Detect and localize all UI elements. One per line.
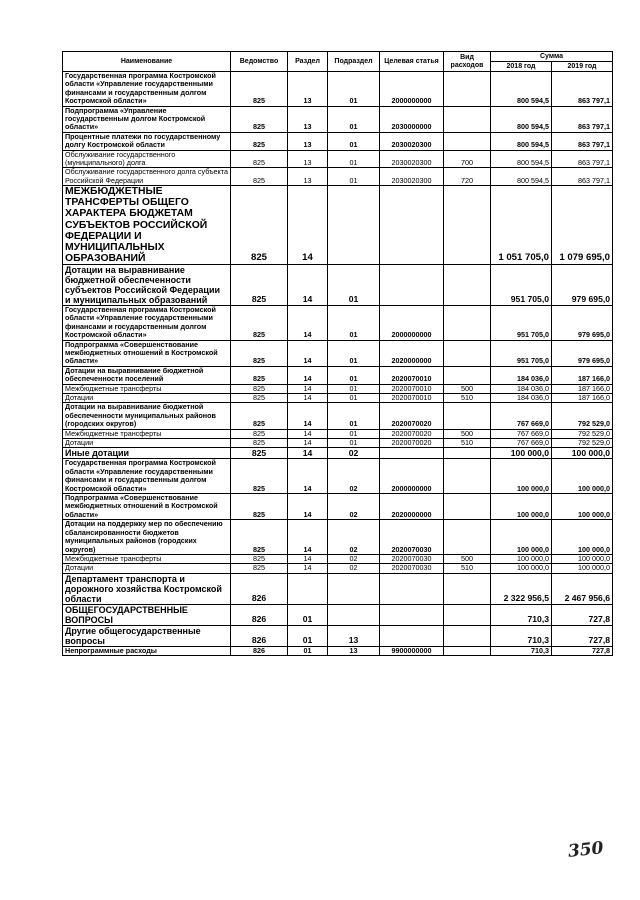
cell-target-item: 2020070020	[380, 429, 444, 438]
cell-name: Дотации	[63, 564, 231, 573]
cell-exp-type	[444, 264, 491, 305]
cell-sum-2019: 792 529,0	[552, 403, 613, 429]
cell-sum-2018: 710,3	[491, 646, 552, 655]
header-exp-type: Вид расходов	[444, 52, 491, 72]
cell-section: 14	[288, 554, 328, 563]
cell-dept: 825	[231, 439, 288, 448]
cell-target-item	[380, 448, 444, 459]
cell-target-item	[380, 264, 444, 305]
cell-section: 14	[288, 264, 328, 305]
cell-exp-type	[444, 573, 491, 604]
cell-exp-type	[444, 403, 491, 429]
cell-subsection: 02	[328, 459, 380, 494]
cell-sum-2019: 187 166,0	[552, 384, 613, 393]
cell-dept: 825	[231, 106, 288, 132]
cell-target-item	[380, 186, 444, 265]
cell-sum-2018: 710,3	[491, 625, 552, 646]
cell-name: Подпрограмма «Совершенствование межбюджетных отношений в Костромской области»	[63, 340, 231, 366]
cell-dept: 825	[231, 494, 288, 520]
cell-exp-type: 510	[444, 439, 491, 448]
cell-section: 14	[288, 494, 328, 520]
cell-target-item	[380, 625, 444, 646]
cell-dept: 825	[231, 132, 288, 150]
cell-sum-2019: 863 797,1	[552, 168, 613, 186]
table-row	[63, 439, 613, 448]
cell-target-item	[380, 604, 444, 625]
cell-section: 14	[288, 340, 328, 366]
cell-subsection: 01	[328, 168, 380, 186]
cell-target-item: 9900000000	[380, 646, 444, 655]
cell-sum-2018: 800 594,5	[491, 72, 552, 107]
page-number: 350	[567, 838, 605, 862]
cell-section: 14	[288, 520, 328, 555]
cell-subsection: 01	[328, 305, 380, 340]
cell-dept: 826	[231, 625, 288, 646]
cell-target-item	[380, 573, 444, 604]
cell-subsection: 01	[328, 439, 380, 448]
cell-dept: 825	[231, 403, 288, 429]
cell-exp-type: 700	[444, 150, 491, 168]
cell-sum-2019: 792 529,0	[552, 429, 613, 438]
cell-sum-2018: 1 051 705,0	[491, 186, 552, 265]
header-name: Наименование	[63, 52, 231, 72]
cell-subsection: 01	[328, 150, 380, 168]
cell-section: 14	[288, 429, 328, 438]
cell-exp-type: 720	[444, 168, 491, 186]
cell-sum-2018: 100 000,0	[491, 494, 552, 520]
cell-exp-type	[444, 132, 491, 150]
cell-exp-type	[444, 72, 491, 107]
cell-dept: 825	[231, 384, 288, 393]
cell-subsection: 02	[328, 448, 380, 459]
cell-sum-2019: 727,8	[552, 604, 613, 625]
cell-section: 13	[288, 132, 328, 150]
cell-sum-2019: 100 000,0	[552, 494, 613, 520]
cell-name: Государственная программа Костромской области «Управление государственными финансами и государственным долгом Костромской области»	[63, 72, 231, 107]
cell-subsection: 13	[328, 625, 380, 646]
cell-sum-2019: 187 166,0	[552, 394, 613, 403]
cell-name: Дотации на поддержку мер по обеспечению сбалансированности бюджетов муниципальных районов (городских округов)	[63, 520, 231, 555]
cell-subsection: 01	[328, 264, 380, 305]
cell-section: 01	[288, 625, 328, 646]
cell-subsection: 02	[328, 494, 380, 520]
table-row	[63, 366, 613, 384]
table-row	[63, 459, 613, 494]
header-year-2018: 2018 год	[491, 62, 552, 72]
cell-name: Государственная программа Костромской области «Управление государственными финансами и государственным долгом Костромской области»	[63, 305, 231, 340]
cell-sum-2019: 1 079 695,0	[552, 186, 613, 265]
cell-target-item: 2030020300	[380, 168, 444, 186]
cell-subsection	[328, 186, 380, 265]
table-body	[63, 72, 613, 656]
cell-section: 14	[288, 448, 328, 459]
cell-subsection	[328, 573, 380, 604]
cell-section: 14	[288, 564, 328, 573]
cell-section: 13	[288, 150, 328, 168]
cell-dept: 825	[231, 459, 288, 494]
cell-exp-type	[444, 494, 491, 520]
header-sum: Сумма	[491, 52, 613, 62]
cell-dept: 825	[231, 394, 288, 403]
table-row	[63, 403, 613, 429]
cell-name: Подпрограмма «Совершенствование межбюджетных отношений в Костромской области»	[63, 494, 231, 520]
cell-exp-type	[444, 604, 491, 625]
cell-name: Межбюджетные трансферты	[63, 429, 231, 438]
cell-sum-2019: 100 000,0	[552, 520, 613, 555]
cell-dept: 825	[231, 305, 288, 340]
cell-subsection: 01	[328, 366, 380, 384]
table-row	[63, 168, 613, 186]
cell-target-item: 2020000000	[380, 340, 444, 366]
cell-target-item: 2000000000	[380, 459, 444, 494]
cell-exp-type	[444, 448, 491, 459]
cell-exp-type: 500	[444, 554, 491, 563]
cell-sum-2018: 100 000,0	[491, 448, 552, 459]
table-row	[63, 150, 613, 168]
table-row	[63, 186, 613, 265]
cell-exp-type: 510	[444, 564, 491, 573]
cell-name: Процентные платежи по государственному долгу Костромской области	[63, 132, 231, 150]
cell-sum-2018: 710,3	[491, 604, 552, 625]
cell-subsection: 02	[328, 564, 380, 573]
cell-sum-2018: 767 669,0	[491, 403, 552, 429]
cell-name: Дотации на выравнивание бюджетной обеспеченности субъектов Российской Федерации и муниципальных образований	[63, 264, 231, 305]
cell-section: 14	[288, 394, 328, 403]
cell-target-item: 2000000000	[380, 305, 444, 340]
header-section: Раздел	[288, 52, 328, 72]
cell-subsection: 01	[328, 384, 380, 393]
table-row	[63, 72, 613, 107]
cell-sum-2019: 979 695,0	[552, 340, 613, 366]
cell-name: ОБЩЕГОСУДАРСТВЕННЫЕ ВОПРОСЫ	[63, 604, 231, 625]
cell-exp-type: 510	[444, 394, 491, 403]
table-row	[63, 564, 613, 573]
cell-sum-2019: 100 000,0	[552, 459, 613, 494]
cell-section: 01	[288, 646, 328, 655]
cell-exp-type	[444, 625, 491, 646]
table-row	[63, 340, 613, 366]
table-row	[63, 264, 613, 305]
cell-section: 14	[288, 305, 328, 340]
cell-subsection: 01	[328, 429, 380, 438]
cell-dept: 826	[231, 646, 288, 655]
cell-dept: 825	[231, 429, 288, 438]
header-target-item: Целевая статья	[380, 52, 444, 72]
cell-target-item: 2020070020	[380, 403, 444, 429]
cell-section: 14	[288, 403, 328, 429]
cell-section: 14	[288, 186, 328, 265]
cell-subsection: 01	[328, 394, 380, 403]
cell-name: Департамент транспорта и дорожного хозяйства Костромской области	[63, 573, 231, 604]
cell-section	[288, 573, 328, 604]
cell-exp-type	[444, 366, 491, 384]
cell-name: Межбюджетные трансферты	[63, 554, 231, 563]
header-dept: Ведомство	[231, 52, 288, 72]
cell-dept: 826	[231, 604, 288, 625]
cell-sum-2018: 800 594,5	[491, 150, 552, 168]
cell-subsection: 01	[328, 132, 380, 150]
cell-sum-2019: 792 529,0	[552, 439, 613, 448]
cell-dept: 825	[231, 150, 288, 168]
cell-target-item: 2030000000	[380, 106, 444, 132]
cell-sum-2018: 2 322 956,5	[491, 573, 552, 604]
cell-sum-2019: 863 797,1	[552, 72, 613, 107]
table-row	[63, 494, 613, 520]
cell-exp-type: 500	[444, 429, 491, 438]
cell-name: Обслуживание государственного долга субъекта Российской Федерации	[63, 168, 231, 186]
cell-target-item: 2030020300	[380, 132, 444, 150]
cell-subsection: 01	[328, 403, 380, 429]
cell-target-item: 2030020300	[380, 150, 444, 168]
table-row	[63, 573, 613, 604]
cell-sum-2019: 979 695,0	[552, 264, 613, 305]
cell-sum-2018: 951 705,0	[491, 264, 552, 305]
cell-subsection: 13	[328, 646, 380, 655]
table-row	[63, 520, 613, 555]
cell-exp-type	[444, 520, 491, 555]
cell-name: Дотации	[63, 394, 231, 403]
table-row	[63, 625, 613, 646]
cell-section: 14	[288, 366, 328, 384]
cell-target-item: 2000000000	[380, 72, 444, 107]
table-row	[63, 448, 613, 459]
cell-name: Государственная программа Костромской области «Управление государственными финансами и государственным долгом Костромской области»	[63, 459, 231, 494]
cell-sum-2019: 979 695,0	[552, 305, 613, 340]
cell-sum-2018: 767 669,0	[491, 429, 552, 438]
cell-target-item: 2020070030	[380, 564, 444, 573]
cell-sum-2018: 184 036,0	[491, 366, 552, 384]
cell-sum-2018: 100 000,0	[491, 554, 552, 563]
cell-section: 01	[288, 604, 328, 625]
cell-subsection	[328, 604, 380, 625]
cell-exp-type	[444, 106, 491, 132]
cell-sum-2018: 951 705,0	[491, 340, 552, 366]
cell-dept: 826	[231, 573, 288, 604]
cell-sum-2018: 800 594,5	[491, 168, 552, 186]
cell-target-item: 2020000000	[380, 494, 444, 520]
cell-name: Дотации на выравнивание бюджетной обеспеченности муниципальных районов (городских округов)	[63, 403, 231, 429]
cell-dept: 825	[231, 520, 288, 555]
cell-name: Дотации на выравнивание бюджетной обеспеченности поселений	[63, 366, 231, 384]
cell-sum-2019: 100 000,0	[552, 564, 613, 573]
cell-section: 14	[288, 384, 328, 393]
cell-sum-2019: 727,8	[552, 625, 613, 646]
cell-dept: 825	[231, 186, 288, 265]
cell-dept: 825	[231, 264, 288, 305]
cell-sum-2018: 767 669,0	[491, 439, 552, 448]
cell-section: 14	[288, 439, 328, 448]
cell-sum-2018: 100 000,0	[491, 459, 552, 494]
cell-name: Обслуживание государственного (муниципального) долга	[63, 150, 231, 168]
table-row	[63, 604, 613, 625]
cell-name: Межбюджетные трансферты	[63, 384, 231, 393]
cell-exp-type	[444, 186, 491, 265]
cell-section: 13	[288, 106, 328, 132]
cell-exp-type	[444, 459, 491, 494]
cell-target-item: 2020070010	[380, 384, 444, 393]
cell-name: МЕЖБЮДЖЕТНЫЕ ТРАНСФЕРТЫ ОБЩЕГО ХАРАКТЕРА БЮДЖЕТАМ СУБЪЕКТОВ РОССИЙСКОЙ ФЕДЕРАЦИИ И МУНИЦИПАЛЬНЫХ ОБРАЗОВАНИЙ	[63, 186, 231, 265]
table-row	[63, 646, 613, 655]
cell-sum-2018: 100 000,0	[491, 520, 552, 555]
cell-dept: 825	[231, 366, 288, 384]
cell-target-item: 2020070010	[380, 394, 444, 403]
cell-dept: 825	[231, 564, 288, 573]
cell-name: Подпрограмма «Управление государственным долгом Костромской области»	[63, 106, 231, 132]
cell-sum-2019: 863 797,1	[552, 150, 613, 168]
cell-target-item: 2020070030	[380, 554, 444, 563]
cell-exp-type	[444, 646, 491, 655]
cell-section: 13	[288, 72, 328, 107]
cell-dept: 825	[231, 72, 288, 107]
cell-exp-type: 500	[444, 384, 491, 393]
cell-name: Иные дотации	[63, 448, 231, 459]
cell-target-item: 2020070010	[380, 366, 444, 384]
table-row	[63, 106, 613, 132]
cell-exp-type	[444, 305, 491, 340]
table-row	[63, 132, 613, 150]
cell-sum-2019: 2 467 956,6	[552, 573, 613, 604]
cell-dept: 825	[231, 554, 288, 563]
cell-sum-2019: 100 000,0	[552, 554, 613, 563]
cell-subsection: 01	[328, 72, 380, 107]
cell-subsection: 02	[328, 554, 380, 563]
cell-sum-2018: 100 000,0	[491, 564, 552, 573]
cell-section: 14	[288, 459, 328, 494]
cell-sum-2018: 800 594,5	[491, 106, 552, 132]
cell-section: 13	[288, 168, 328, 186]
budget-table	[62, 51, 613, 656]
cell-exp-type	[444, 340, 491, 366]
cell-dept: 825	[231, 168, 288, 186]
header-subsection: Подраздел	[328, 52, 380, 72]
cell-name: Дотации	[63, 439, 231, 448]
cell-sum-2018: 800 594,5	[491, 132, 552, 150]
cell-name: Непрограммные расходы	[63, 646, 231, 655]
cell-subsection: 01	[328, 106, 380, 132]
cell-target-item: 2020070020	[380, 439, 444, 448]
cell-sum-2019: 100 000,0	[552, 448, 613, 459]
cell-subsection: 02	[328, 520, 380, 555]
cell-sum-2018: 184 036,0	[491, 394, 552, 403]
table-header	[63, 52, 613, 72]
header-year-2019: 2019 год	[552, 62, 613, 72]
cell-sum-2019: 863 797,1	[552, 132, 613, 150]
cell-dept: 825	[231, 448, 288, 459]
cell-dept: 825	[231, 340, 288, 366]
cell-sum-2018: 184 036,0	[491, 384, 552, 393]
cell-sum-2019: 863 797,1	[552, 106, 613, 132]
cell-sum-2019: 727,8	[552, 646, 613, 655]
cell-subsection: 01	[328, 340, 380, 366]
cell-sum-2018: 951 705,0	[491, 305, 552, 340]
cell-target-item: 2020070030	[380, 520, 444, 555]
cell-sum-2019: 187 166,0	[552, 366, 613, 384]
table-row	[63, 305, 613, 340]
cell-name: Другие общегосударственные вопросы	[63, 625, 231, 646]
